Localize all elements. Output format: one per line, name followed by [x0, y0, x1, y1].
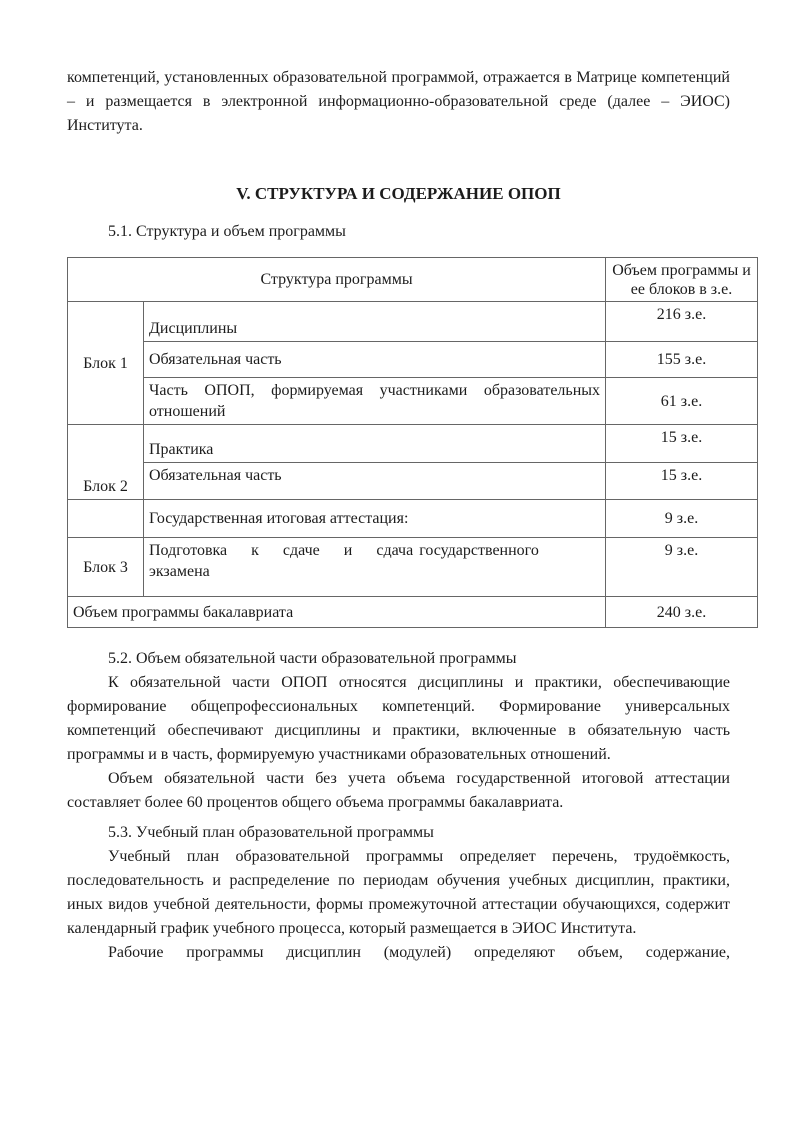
main-heading: V. СТРУКТУРА И СОДЕРЖАНИЕ ОПОП: [236, 184, 561, 203]
structure-cell: Часть ОПОП, формируемая участниками образовательных отношений: [144, 378, 606, 425]
section-5-3-title: 5.3. Учебный план образовательной программы: [108, 824, 434, 841]
section-5-1-title: 5.1. Структура и объем программы: [108, 223, 346, 240]
structure-cell: Дисциплины: [144, 302, 606, 342]
table-footer-row: [68, 597, 758, 628]
structure-column-header: Структура программы: [68, 258, 606, 302]
table-row-mandatory-part-1: [68, 342, 758, 378]
table-row-state-exam: [68, 538, 758, 597]
section-5-2-paragraph-2: Объем обязательной части без учета объема государственной итоговой аттестации составляет более 60 процентов общего объема программы бакалавриата.: [67, 770, 730, 811]
section-5-2-title: 5.2. Объем обязательной части образовательной программы: [108, 650, 517, 667]
block-empty-cell: [68, 500, 144, 538]
structure-cell: Практика: [144, 425, 606, 463]
table-header-row: [68, 258, 758, 302]
volume-cell: 155 з.е.: [606, 342, 758, 378]
table-row-opop-part: [68, 378, 758, 425]
volume-column-header: Объем программы и ее блоков в з.е.: [606, 258, 758, 302]
block-1-cell: Блок 1: [68, 302, 144, 425]
block-3-cell: Блок 3: [68, 538, 144, 597]
continuation-paragraph: компетенций, установленных образовательной программой, отражается в Матрице компетенций – и размещается в электронной информационно-образовательной среде (далее – ЭИОС) Института.: [67, 69, 730, 134]
section-5-3-paragraph-2: Рабочие программы дисциплин (модулей) определяют объем, содержание,: [108, 944, 730, 961]
structure-cell: Обязательная часть: [144, 463, 606, 500]
block-2-cell: Блок 2: [68, 425, 144, 500]
volume-cell: 61 з.е.: [606, 378, 758, 425]
volume-cell: 216 з.е.: [606, 302, 758, 342]
volume-cell: 9 з.е.: [606, 500, 758, 538]
volume-cell: 15 з.е.: [606, 463, 758, 500]
section-5-2-paragraph-1: К обязательной части ОПОП относятся дисциплины и практики, обеспечивающие формирование общепрофессиональных компетенций. Формирование универсальных компетенций обеспечивают дисциплины и практики, включенные в обязательную часть программы и в часть, формируемую участниками образовательных отношений.: [67, 674, 730, 763]
program-structure-table: [67, 257, 758, 628]
structure-cell: Государственная итоговая аттестация:: [144, 500, 606, 538]
volume-cell: 15 з.е.: [606, 425, 758, 463]
volume-cell: 9 з.е.: [606, 538, 758, 597]
table-row-disciplines: [68, 302, 758, 342]
section-5-3-paragraph-1: Учебный план образовательной программы определяет перечень, трудоёмкость, последовательность и распределение по периодам обучения учебных дисциплин, практики, иных видов учебной деятельности, формы промежуточной аттестации обучающихся, содержит календарный график учебного процесса, который размещается в ЭИОС Института.: [67, 848, 730, 937]
table-row-mandatory-part-2: [68, 463, 758, 500]
structure-cell: Подготовка к сдаче и сдача государственного экзамена: [144, 538, 606, 597]
total-volume-value: 240 з.е.: [606, 597, 758, 628]
table-row-practice: [68, 425, 758, 463]
total-volume-label: Объем программы бакалавриата: [68, 597, 606, 628]
structure-cell: Обязательная часть: [144, 342, 606, 378]
table-row-state-attestation: [68, 500, 758, 538]
